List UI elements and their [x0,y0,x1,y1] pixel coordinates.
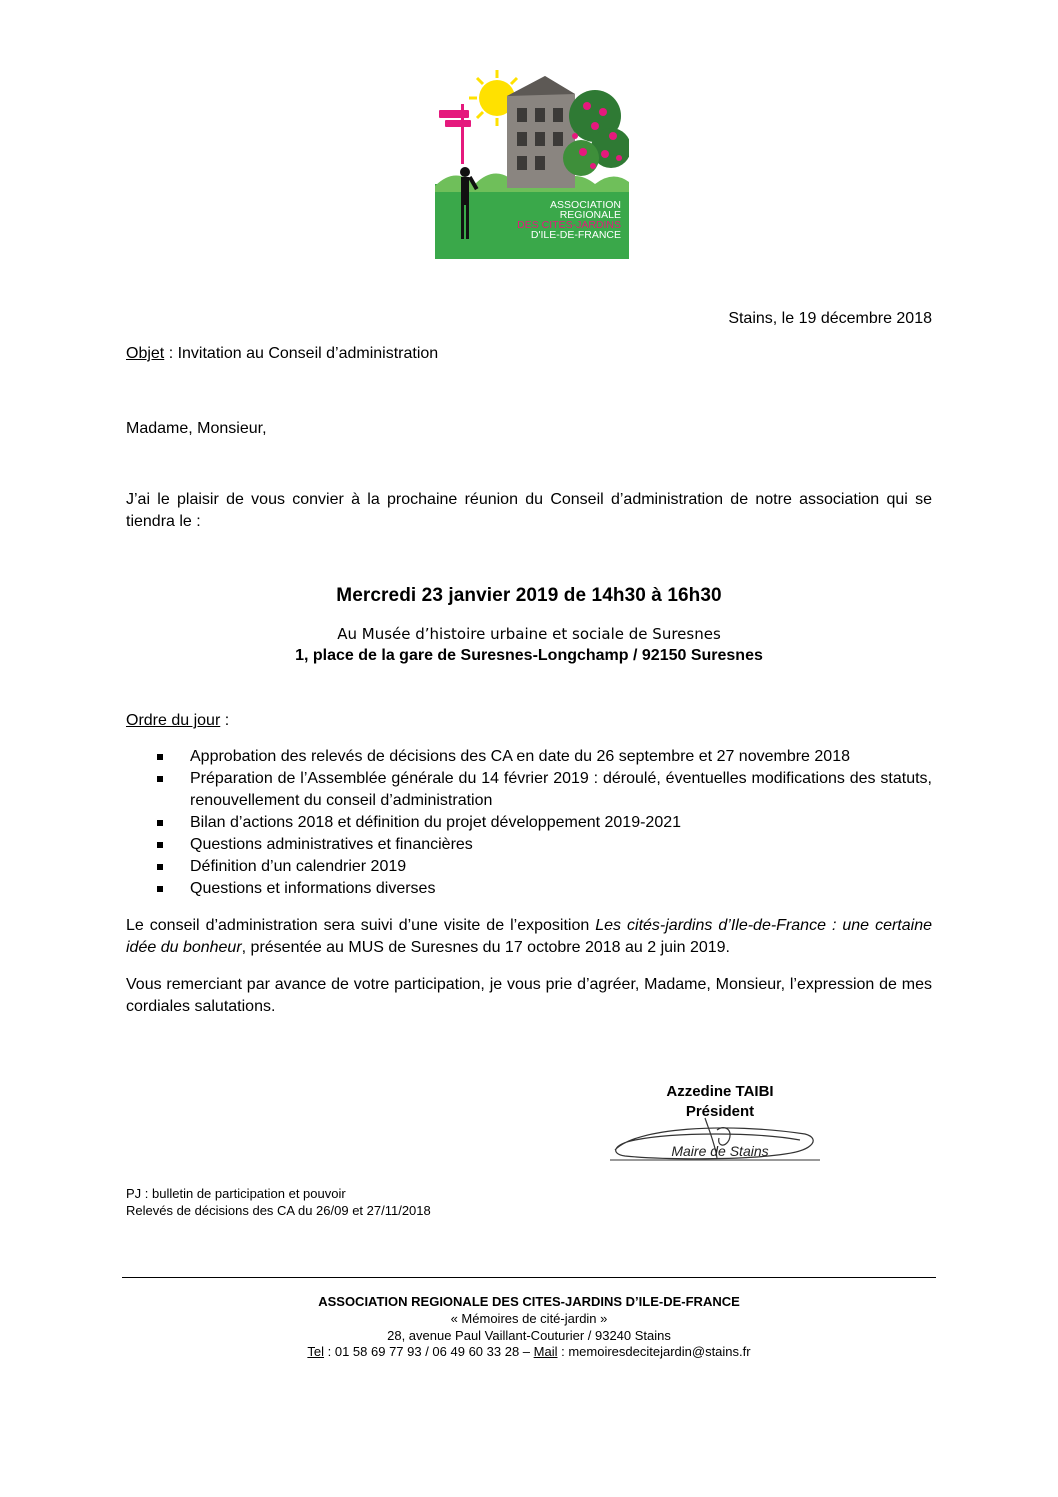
bullet-icon [157,754,163,760]
agenda-item-text: Définition d’un calendrier 2019 [190,858,407,875]
logo-text-line2: REGIONALE [559,209,621,221]
signer-title: Maire de Stains [671,1143,769,1159]
agenda-item-text: Approbation des relevés de décisions des CA en date du 26 septembre et 27 novembre 2018 [190,748,850,765]
agenda-item-text: Bilan d’actions 2018 et définition du projet développement 2019-2021 [190,814,682,831]
logo-text-line1: ASSOCIATION [550,199,621,211]
subject-line [126,343,438,365]
agenda-item [126,878,932,900]
attachment-line: Relevés de décisions des CA du 26/09 et 27/11/2018 [126,1203,431,1218]
bullet-icon [157,820,163,826]
agenda-label-suffix: : [220,712,230,729]
logo-illustration [435,66,629,259]
bullet-icon [157,842,163,848]
agenda-item [126,768,932,812]
signer-name: Azzedine TAIBI [666,1083,774,1100]
footer-tel-value: : 01 58 69 77 93 / 06 49 60 33 28 – [324,1344,534,1359]
footer-mail-label: Mail [533,1344,558,1359]
footer-divider [122,1277,936,1278]
subject-label: Objet [126,345,165,362]
footer-org-name: ASSOCIATION REGIONALE DES CITES-JARDINS D’ILE-DE-FRANCE [318,1294,740,1309]
salutation: Madame, Monsieur, [126,420,267,437]
event-address: 1, place de la gare de Suresnes-Longchamp / 92150 Suresnes [295,647,763,664]
agenda-item [126,746,932,768]
bullet-icon [157,864,163,870]
footer-tel-label: Tel [307,1344,325,1359]
bullet-icon [157,886,163,892]
subject-text: : Invitation au Conseil d’administration [164,345,439,362]
agenda-item-text: Questions et informations diverses [190,880,436,897]
logo-text-line3: DES CITES-JARDINS [517,219,621,231]
event-venue: Au Musée d’histoire urbaine et sociale de Suresnes [337,625,721,643]
exhibition-text-pre: Le conseil d’administration sera suivi d’une visite de l’exposition [126,917,596,934]
footer-contact [126,1343,932,1360]
attachment-line: PJ : bulletin de participation et pouvoir [126,1186,346,1201]
agenda-list [126,746,932,900]
association-logo [435,66,629,259]
closing-paragraph: Vous remerciant par avance de votre participation, je vous prie d’agréer, Madame, Monsieur, l’expression de mes cordiales salutations. [126,976,932,1015]
letter-date: Stains, le 19 décembre 2018 [728,310,932,327]
exhibition-title: Les cités-jardins d’Ile-de-France : une certaine idée du bonheur [126,917,932,956]
house-icon [507,76,575,188]
footer-mail-value[interactable]: : memoiresdecitejardin@stains.fr [557,1344,751,1359]
exhibition-text-post: , présentée au MUS de Suresnes du 17 octobre 2018 au 2 juin 2019. [241,939,730,956]
signer-role: Président [685,1103,755,1120]
agenda-item-text: Préparation de l’Assemblée générale du 14 février 2019 : déroulé, éventuelles modifications des statuts, renouvellement du conseil d’administration [190,770,932,809]
exhibition-paragraph [126,915,932,959]
intro-paragraph: J’ai le plaisir de vous convier à la prochaine réunion du Conseil d’administration de notre association qui se tiendra le : [126,491,932,530]
logo-text-line4: D'ILE-DE-FRANCE [530,229,621,241]
footer-motto: « Mémoires de cité-jardin » [450,1311,608,1326]
agenda-item-text: Questions administratives et financières [190,836,473,853]
agenda-item [126,812,932,834]
bullet-icon [157,776,163,782]
event-date-heading: Mercredi 23 janvier 2019 de 14h30 à 16h30 [336,585,722,606]
agenda-item [126,834,932,856]
agenda-heading [126,710,229,732]
agenda-label: Ordre du jour [126,712,221,729]
agenda-item [126,856,932,878]
footer-address: 28, avenue Paul Vaillant-Couturier / 93240 Stains [387,1328,671,1343]
